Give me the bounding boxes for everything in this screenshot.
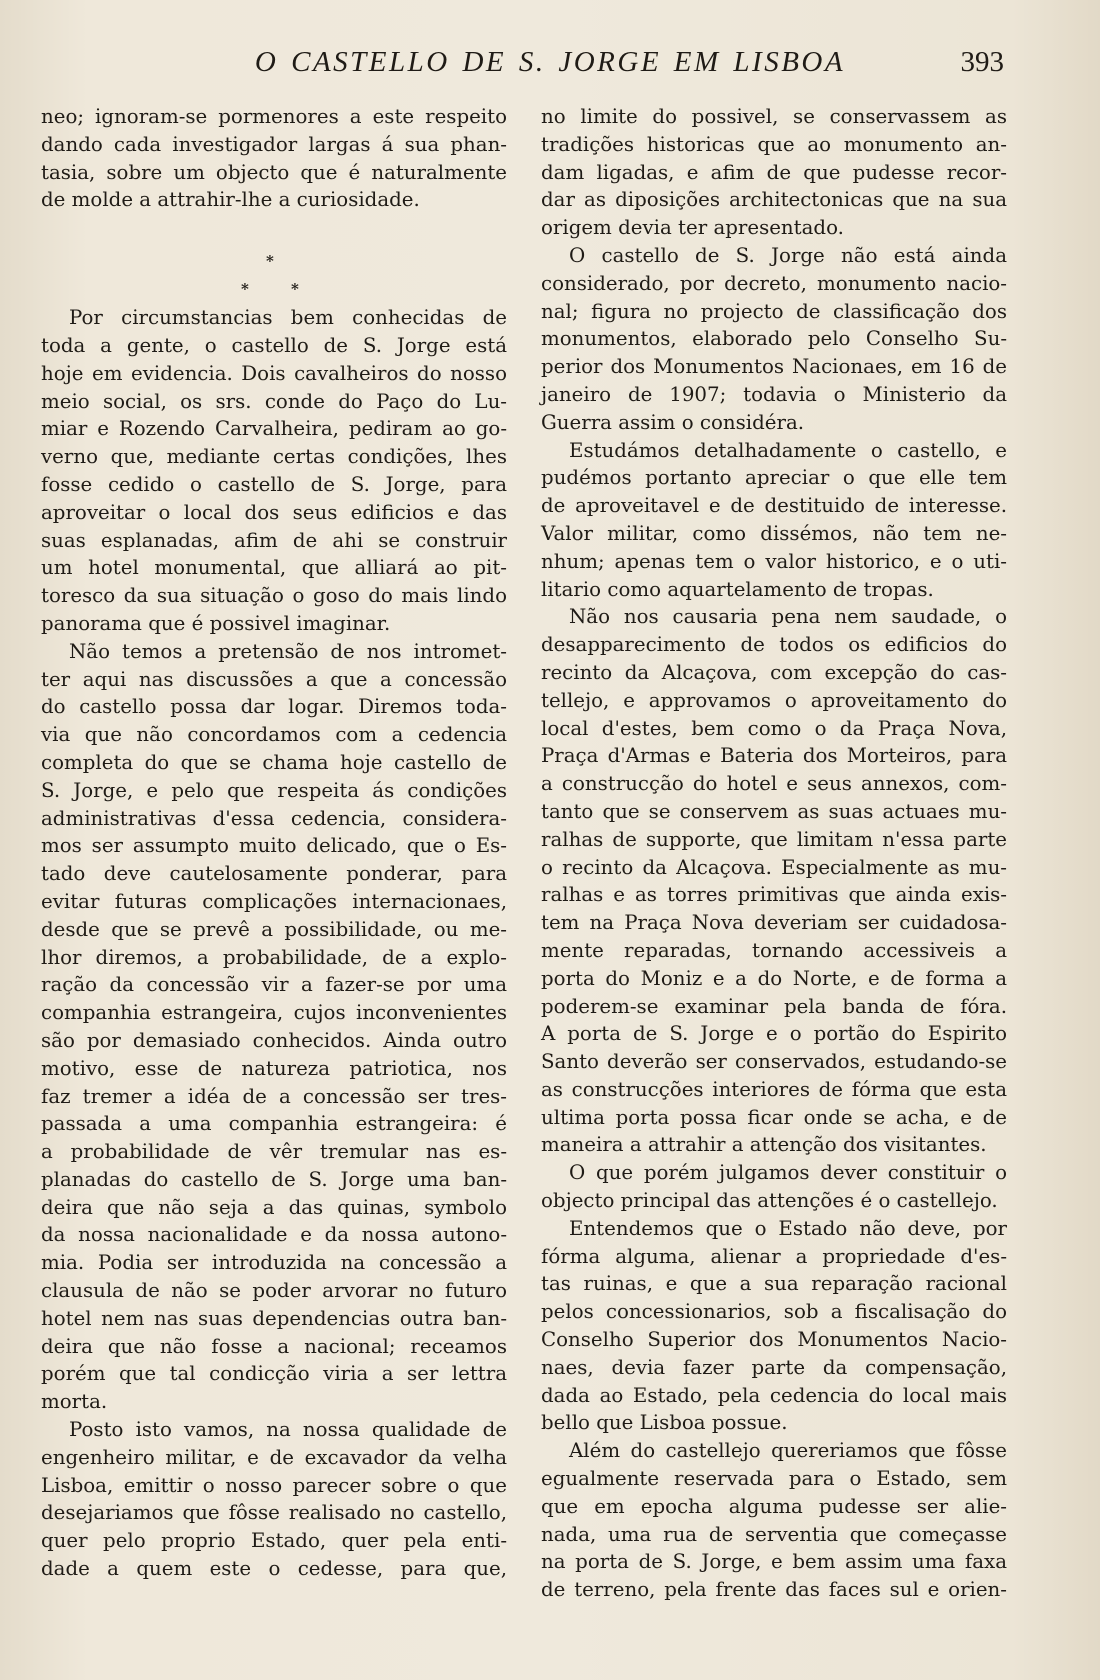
text-line: nhum; apenas tem o valor historico, e o uti- — [541, 549, 1007, 573]
text-line: desde que se prevê a possibilidade, ou me- — [41, 917, 507, 941]
text-line: miar e Rozendo Carvalheira, pediram ao go- — [41, 417, 507, 441]
text-line: Não temos a pretensão de nos intromet- — [69, 639, 507, 663]
text-line: monumentos, elaborado pelo Conselho Su- — [541, 327, 1007, 351]
text-line: evitar futuras complicações internacionaes, — [41, 889, 507, 913]
text-line: recinto da Alcaçova, com excepção do cas- — [541, 660, 1007, 684]
text-line: na porta de S. Jorge, e bem assim uma faxa — [541, 1550, 1007, 1574]
text-line: deira que não seja a das quinas, symbolo — [41, 1195, 507, 1219]
text-line: pelos concessionarios, sob a fiscalisação do — [541, 1300, 1007, 1324]
left-text-column — [41, 103, 507, 1583]
text-line: bello que Lisboa possue. — [541, 1411, 788, 1435]
separator-asterisk: * — [241, 280, 249, 299]
text-line: neo; ignoram-se pormenores a este respeito — [41, 105, 507, 128]
text-line: mente reparadas, tornando accessiveis a — [541, 938, 1007, 962]
text-line: O castello de S. Jorge não está ainda — [569, 243, 1007, 267]
text-line: desapparecimento de todos os edificios do — [541, 633, 1007, 657]
text-line: nal; figura no projecto de classificação dos — [541, 299, 1007, 323]
text-line: meio social, os srs. conde do Paço do Lu- — [41, 389, 507, 413]
text-line: hotel nem nas suas dependencias outra ban- — [41, 1306, 507, 1330]
text-line: passada a uma companhia estrangeira: é — [41, 1112, 507, 1136]
text-line: verno que, mediante certas condições, lhes — [41, 445, 507, 469]
text-line: fórma alguma, alienar a propriedade d'es- — [541, 1244, 1007, 1268]
text-line: ter aqui nas discussões a que a concessão — [41, 667, 507, 691]
separator-asterisk: * — [266, 252, 274, 271]
text-line: motivo, esse de natureza patriotica, nos — [41, 1056, 507, 1080]
text-line: Posto isto vamos, na nossa qualidade de — [69, 1418, 507, 1442]
text-line: toda a gente, o castello de S. Jorge está — [41, 333, 507, 357]
text-line: Conselho Superior dos Monumentos Nacio- — [541, 1328, 1007, 1352]
text-line: morta. — [41, 1390, 108, 1414]
text-line: origem devia ter apresentado. — [541, 216, 844, 240]
text-line: via que não concordamos com a cedencia — [41, 723, 507, 747]
text-line: suas esplanadas, afim de ahi se construir — [41, 528, 507, 552]
text-line: tem na Praça Nova deveriam ser cuidadosa- — [541, 911, 1007, 935]
text-line: Lisboa, emittir o nosso parecer sobre o que — [41, 1473, 507, 1497]
text-line: aproveitar o local dos seus edificios e das — [41, 500, 507, 524]
text-line: Guerra assim o considéra. — [541, 410, 805, 434]
text-line: poderem-se examinar pela banda de fóra. — [541, 994, 1007, 1018]
text-line: perior dos Monumentos Nacionaes, em 16 de — [541, 355, 1007, 379]
text-line: ração da concessão vir a fazer-se por uma — [41, 973, 507, 997]
text-line: porta do Moniz e a do Norte, e de forma a — [541, 966, 1007, 990]
text-line: administrativas d'essa cedencia, considera- — [41, 806, 507, 830]
text-line: ultima porta possa ficar onde se acha, e de — [541, 1105, 1007, 1129]
text-line: Santo deverão ser conservados, estudando-se — [541, 1050, 1007, 1074]
text-line: Por circumstancias bem conhecidas de — [69, 306, 507, 330]
text-line: A porta de S. Jorge e o portão do Espirito — [541, 1022, 1007, 1046]
text-line: O que porém julgamos dever constituir o — [569, 1161, 1007, 1185]
text-line: as construcções interiores de fórma que esta — [541, 1077, 1007, 1101]
text-line: mos ser assumpto muito delicado, que o Es- — [41, 834, 507, 858]
text-line: ralhas de supporte, que limitam n'essa parte — [541, 827, 1007, 851]
text-line: quer pelo proprio Estado, quer pela enti- — [41, 1529, 507, 1553]
text-line: panorama que é possivel imaginar. — [41, 611, 391, 635]
text-line: naes, devia fazer parte da compensação, — [541, 1355, 1007, 1379]
text-line: dade a quem este o cedesse, para que, — [41, 1557, 507, 1581]
text-line: engenheiro militar, e de excavador da velha — [41, 1445, 507, 1469]
right-text-column — [541, 103, 1007, 1604]
text-line: a probabilidade de vêr tremular nas es- — [41, 1140, 507, 1164]
text-line: de aproveitavel e de destituido de interesse. — [541, 494, 1007, 518]
text-line: dam ligadas, e afim de que pudesse recor- — [541, 160, 1007, 184]
text-line: tado deve cautelosamente ponderar, para — [41, 862, 507, 886]
running-title: O CASTELLO DE S. JORGE EM LISBOA — [254, 46, 846, 78]
section-separator — [41, 214, 507, 304]
text-line: S. Jorge, e pelo que respeita ás condições — [41, 778, 507, 802]
text-line: um hotel monumental, que alliará ao pit- — [41, 556, 507, 580]
text-line: maneira a attrahir a attenção dos visitantes. — [541, 1133, 987, 1157]
text-line: clausula de não se poder arvorar no futuro — [41, 1279, 507, 1303]
text-line: janeiro de 1907; todavia o Ministerio da — [541, 382, 1007, 406]
text-line: egualmente reservada para o Estado, sem — [541, 1467, 1007, 1491]
text-line: o recinto da Alcaçova. Especialmente as mu- — [541, 855, 1007, 879]
separator-asterisk: * — [291, 280, 299, 299]
text-line: Valor militar, como dissémos, não tem ne- — [541, 521, 1007, 545]
text-line: da nossa nacionalidade e da nossa autono- — [41, 1223, 507, 1247]
page-number: 393 — [960, 46, 1004, 78]
text-line: deira que não fosse a nacional; receamos — [41, 1334, 507, 1358]
text-line: hoje em evidencia. Dois cavalheiros do nosso — [41, 361, 507, 385]
text-line: porém que tal condicção viria a ser lettra — [41, 1362, 507, 1386]
text-line: tasia, sobre um objecto que é naturalmente — [41, 160, 507, 184]
text-line: de molde a attrahir-lhe a curiosidade. — [41, 188, 420, 212]
text-line: lhor diremos, a probabilidade, de a explo- — [41, 945, 507, 969]
text-line: dada ao Estado, pela cedencia do local mais — [541, 1383, 1007, 1407]
text-line: no limite do possivel, se conservassem as — [541, 105, 1007, 128]
text-line: Praça d'Armas e Bateria dos Morteiros, para — [541, 744, 1007, 768]
text-line: faz tremer a idéa de a concessão ser tres- — [41, 1084, 507, 1108]
text-line: ralhas e as torres primitivas que ainda exis- — [541, 883, 1007, 907]
text-line: considerado, por decreto, monumento nacio- — [541, 271, 1007, 295]
text-line: dar as diposições architectonicas que na sua — [541, 188, 1007, 212]
text-line: mia. Podia ser introduzida na concessão a — [41, 1251, 507, 1275]
text-line: Estudámos detalhadamente o castello, e — [569, 438, 1007, 462]
text-line: desejariamos que fôsse realisado no castello, — [41, 1501, 507, 1525]
text-line: tanto que se conservem as suas actuaes mu- — [541, 799, 1007, 823]
text-line: objecto principal das attenções é o castellejo. — [541, 1189, 998, 1213]
text-line: pudémos portanto apreciar o que elle tem — [541, 466, 1007, 490]
text-line: tas ruinas, e que a sua reparação racional — [541, 1272, 1007, 1296]
text-line: nada, uma rua de serventia que começasse — [541, 1522, 1007, 1546]
text-line: fosse cedido o castello de S. Jorge, para — [41, 472, 507, 496]
text-line: Entendemos que o Estado não deve, por — [569, 1216, 1007, 1240]
text-line: do castello possa dar logar. Diremos toda- — [41, 695, 507, 719]
text-line: Não nos causaria pena nem saudade, o — [569, 605, 1007, 629]
text-line: Além do castellejo quereriamos que fôsse — [569, 1439, 1007, 1463]
text-line: completa do que se chama hoje castello de — [41, 750, 507, 774]
text-line: planadas do castello de S. Jorge uma ban- — [41, 1167, 507, 1191]
text-line: que em epocha alguma pudesse ser alie- — [541, 1494, 1007, 1518]
text-line: companhia estrangeira, cujos inconvenientes — [41, 1001, 507, 1025]
text-line: tellejo, e approvamos o aproveitamento do — [541, 688, 1007, 712]
text-line: de terreno, pela frente das faces sul e orien- — [541, 1578, 1007, 1602]
text-line: dando cada investigador largas á sua phan- — [41, 132, 507, 156]
text-line: toresco da sua situação o goso do mais lindo — [41, 584, 507, 608]
text-line: local d'estes, bem como o da Praça Nova, — [541, 716, 1007, 740]
text-line: são por demasiado conhecidos. Ainda outro — [41, 1028, 507, 1052]
text-line: litario como aquartelamento de tropas. — [541, 577, 934, 601]
text-line: a construcção do hotel e seus annexos, com- — [541, 772, 1007, 796]
text-line: tradições historicas que ao monumento an- — [541, 132, 1007, 156]
